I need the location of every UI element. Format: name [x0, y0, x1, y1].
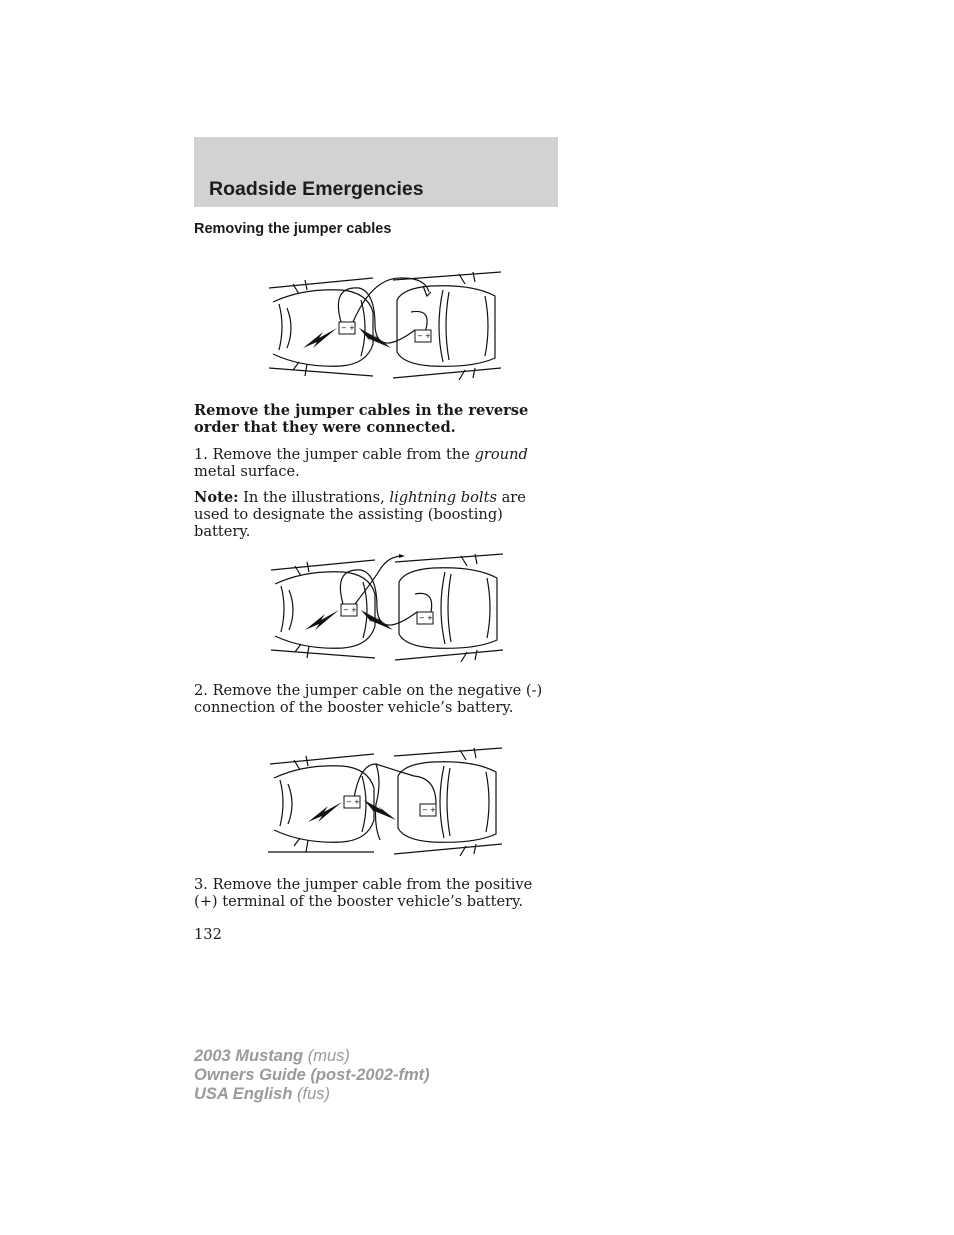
svg-text:−: −	[419, 614, 425, 622]
footer-line-model: 2003 Mustang (mus)	[194, 1047, 350, 1065]
jumper-illustration-step3	[262, 742, 506, 862]
note-text: Note: In the illustrations, lightning bolts are used to designate the assisting (boosting) battery.	[194, 489, 526, 540]
svg-text:+: +	[427, 614, 433, 622]
svg-text:+: +	[351, 606, 357, 614]
svg-text:+: +	[349, 324, 355, 332]
lightning-bolt-icon	[308, 802, 342, 822]
document-footer	[194, 1047, 430, 1104]
lightning-bolt-icon	[305, 610, 339, 630]
page-number: 132	[194, 926, 222, 943]
svg-text:−: −	[346, 798, 352, 806]
svg-text:+: +	[430, 806, 436, 814]
svg-text:−: −	[343, 606, 349, 614]
svg-text:−: −	[341, 324, 347, 332]
lightning-bolt-icon	[303, 328, 337, 348]
instruction-intro: Remove the jumper cables in the reverse order that they were connected.	[194, 402, 529, 436]
section-header-band	[194, 137, 558, 207]
svg-text:−: −	[422, 806, 428, 814]
jumper-illustration-step2	[264, 548, 506, 668]
step-2-text: 2. Remove the jumper cable on the negative (-) connection of the booster vehicle’s battery.	[194, 682, 543, 716]
step-1-text: 1. Remove the jumper cable from the ground metal surface.	[194, 446, 528, 480]
lightning-bolt-icon	[364, 800, 396, 820]
svg-text:+: +	[354, 798, 360, 806]
subheading-removing-cables: Removing the jumper cables	[194, 221, 392, 237]
svg-text:+: +	[425, 332, 431, 340]
footer-line-guide: Owners Guide (post-2002-fmt)	[194, 1066, 430, 1084]
footer-line-language: USA English (fus)	[194, 1085, 330, 1103]
step-3-text: 3. Remove the jumper cable from the positive (+) terminal of the booster vehicle’s battery.	[194, 876, 533, 910]
svg-text:−: −	[417, 332, 423, 340]
section-title: Roadside Emergencies	[209, 178, 424, 200]
jumper-illustration-step1	[262, 266, 504, 386]
